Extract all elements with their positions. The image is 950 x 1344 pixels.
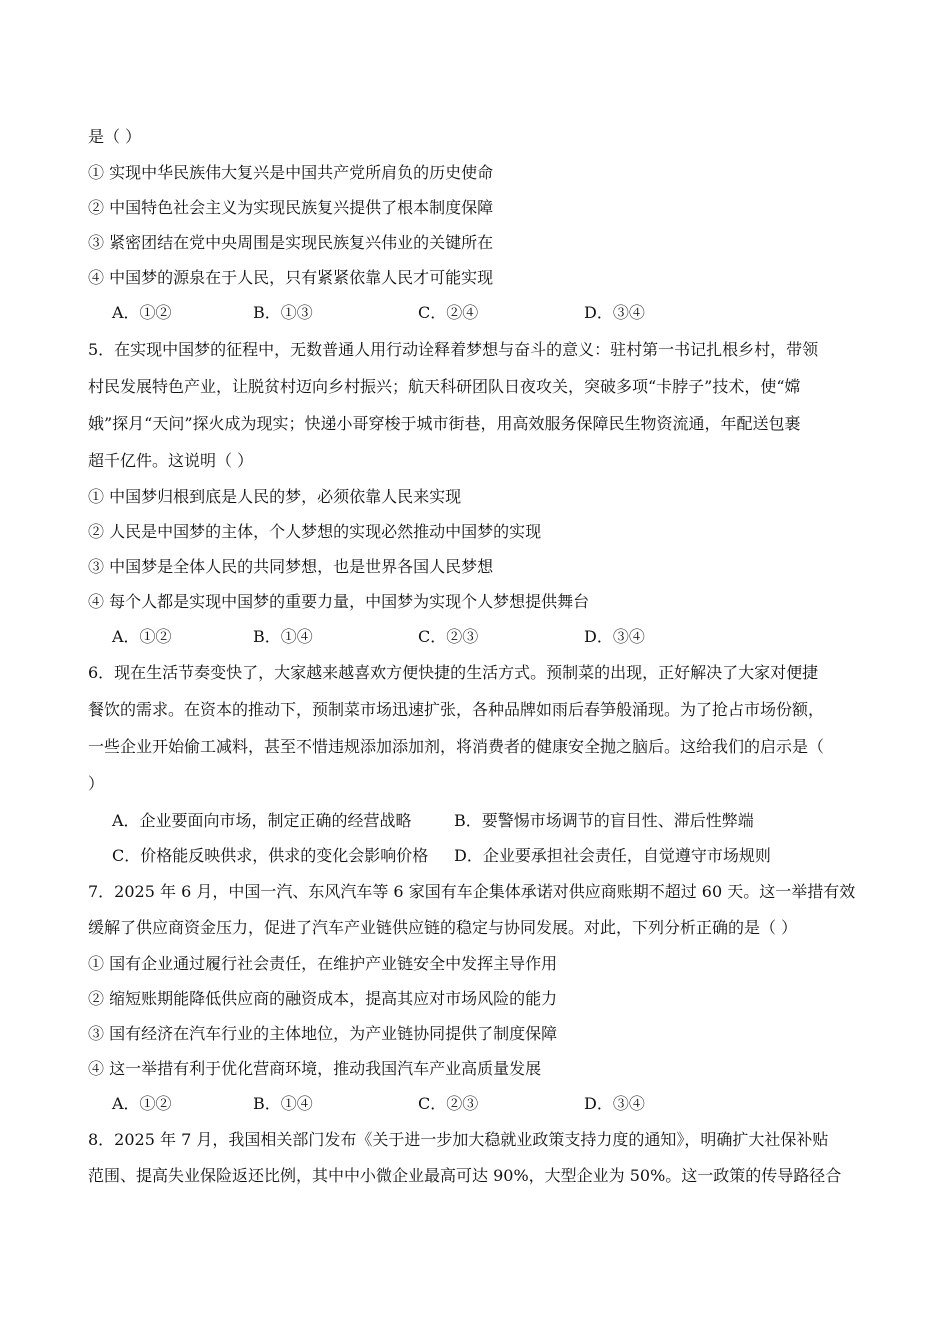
q7-item-2: ② 缩短账期能降低供应商的融资成本，提高其应对市场风险的能力 — [88, 989, 558, 1008]
q6-stem-line-4: ） — [88, 774, 105, 793]
q6-stem-line-1: 6．现在生活节奏变快了，大家越来越喜欢方便快捷的生活方式。预制菜的出现，正好解决了大家对便捷 — [88, 663, 819, 682]
q4-option-c: C．②④ — [418, 303, 479, 322]
q4-stem-tail: 是（ ） — [88, 127, 142, 146]
q4-item-1: ① 实现中华民族伟大复兴是中国共产党所肩负的历史使命 — [88, 163, 494, 182]
q6-option-c: C．价格能反映供求，供求的变化会影响价格 — [112, 846, 429, 865]
q7-option-b: B．①④ — [253, 1094, 313, 1113]
q5-stem-line-1: 5．在实现中国梦的征程中，无数普通人用行动诠释着梦想与奋斗的意义：驻村第一书记扎根乡村，带领 — [88, 340, 819, 359]
q5-stem-line-3: 娥”探月“天问”探火成为现实；快递小哥穿梭于城市街巷，用高效服务保障民生物资流通，年配送包裹 — [88, 414, 801, 433]
q4-option-d: D．③④ — [584, 303, 645, 322]
q5-option-c: C．②③ — [418, 627, 479, 646]
q4-item-3: ③ 紧密团结在党中央周围是实现民族复兴伟业的关键所在 — [88, 233, 494, 252]
q7-option-d: D．③④ — [584, 1094, 645, 1113]
q6-option-a: A．企业要面向市场，制定正确的经营战略 — [112, 811, 412, 830]
q5-item-2: ② 人民是中国梦的主体，个人梦想的实现必然推动中国梦的实现 — [88, 522, 542, 541]
q7-item-4: ④ 这一举措有利于优化营商环境，推动我国汽车产业高质量发展 — [88, 1059, 542, 1078]
q5-option-a: A．①② — [112, 627, 172, 646]
q6-option-b: B．要警惕市场调节的盲目性、滞后性弊端 — [454, 811, 754, 830]
q6-stem-line-2: 餐饮的需求。在资本的推动下，预制菜市场迅速扩张，各种品牌如雨后春笋般涌现。为了抢占市场份额， — [88, 700, 825, 719]
q6-stem-line-3: 一些企业开始偷工减料，甚至不惜违规添加添加剂，将消费者的健康安全抛之脑后。这给我们的启示是（ — [88, 737, 825, 756]
q4-option-b: B．①③ — [253, 303, 313, 322]
q5-stem-line-4: 超千亿件。这说明（ ） — [88, 451, 254, 470]
q5-item-3: ③ 中国梦是全体人民的共同梦想，也是世界各国人民梦想 — [88, 557, 494, 576]
q7-stem-line-2: 缓解了供应商资金压力，促进了汽车产业链供应链的稳定与协同发展。对此，下列分析正确的是（ ） — [88, 918, 798, 937]
q4-item-4: ④ 中国梦的源泉在于人民，只有紧紧依靠人民才可能实现 — [88, 268, 494, 287]
q5-option-b: B．①④ — [253, 627, 313, 646]
q5-stem-line-2: 村民发展特色产业，让脱贫村迈向乡村振兴；航天科研团队日夜攻关，突破多项“卡脖子”技术，使“嫦 — [88, 377, 801, 396]
q8-stem-line-1: 8．2025 年 7 月，我国相关部门发布《关于进一步加大稳就业政策支持力度的通知》，明确扩大社保补贴 — [88, 1130, 829, 1149]
q5-item-4: ④ 每个人都是实现中国梦的重要力量，中国梦为实现个人梦想提供舞台 — [88, 592, 590, 611]
q5-option-d: D．③④ — [584, 627, 645, 646]
q7-option-a: A．①② — [112, 1094, 172, 1113]
q5-item-1: ① 中国梦归根到底是人民的梦，必须依靠人民来实现 — [88, 487, 462, 506]
q8-stem-line-2: 范围、提高失业保险返还比例，其中中小微企业最高可达 90%，大型企业为 50%。这一政策的传导路径合 — [88, 1166, 842, 1185]
q7-item-1: ① 国有企业通过履行社会责任，在维护产业链安全中发挥主导作用 — [88, 954, 558, 973]
q7-item-3: ③ 国有经济在汽车行业的主体地位，为产业链协同提供了制度保障 — [88, 1024, 558, 1043]
q7-stem-line-1: 7．2025 年 6 月，中国一汽、东风汽车等 6 家国有车企集体承诺对供应商账期不超过 60 天。这一举措有效 — [88, 882, 856, 901]
q6-option-d: D．企业要承担社会责任，自觉遵守市场规则 — [454, 846, 771, 865]
q7-option-c: C．②③ — [418, 1094, 479, 1113]
q4-item-2: ② 中国特色社会主义为实现民族复兴提供了根本制度保障 — [88, 198, 494, 217]
q4-option-a: A．①② — [112, 303, 172, 322]
